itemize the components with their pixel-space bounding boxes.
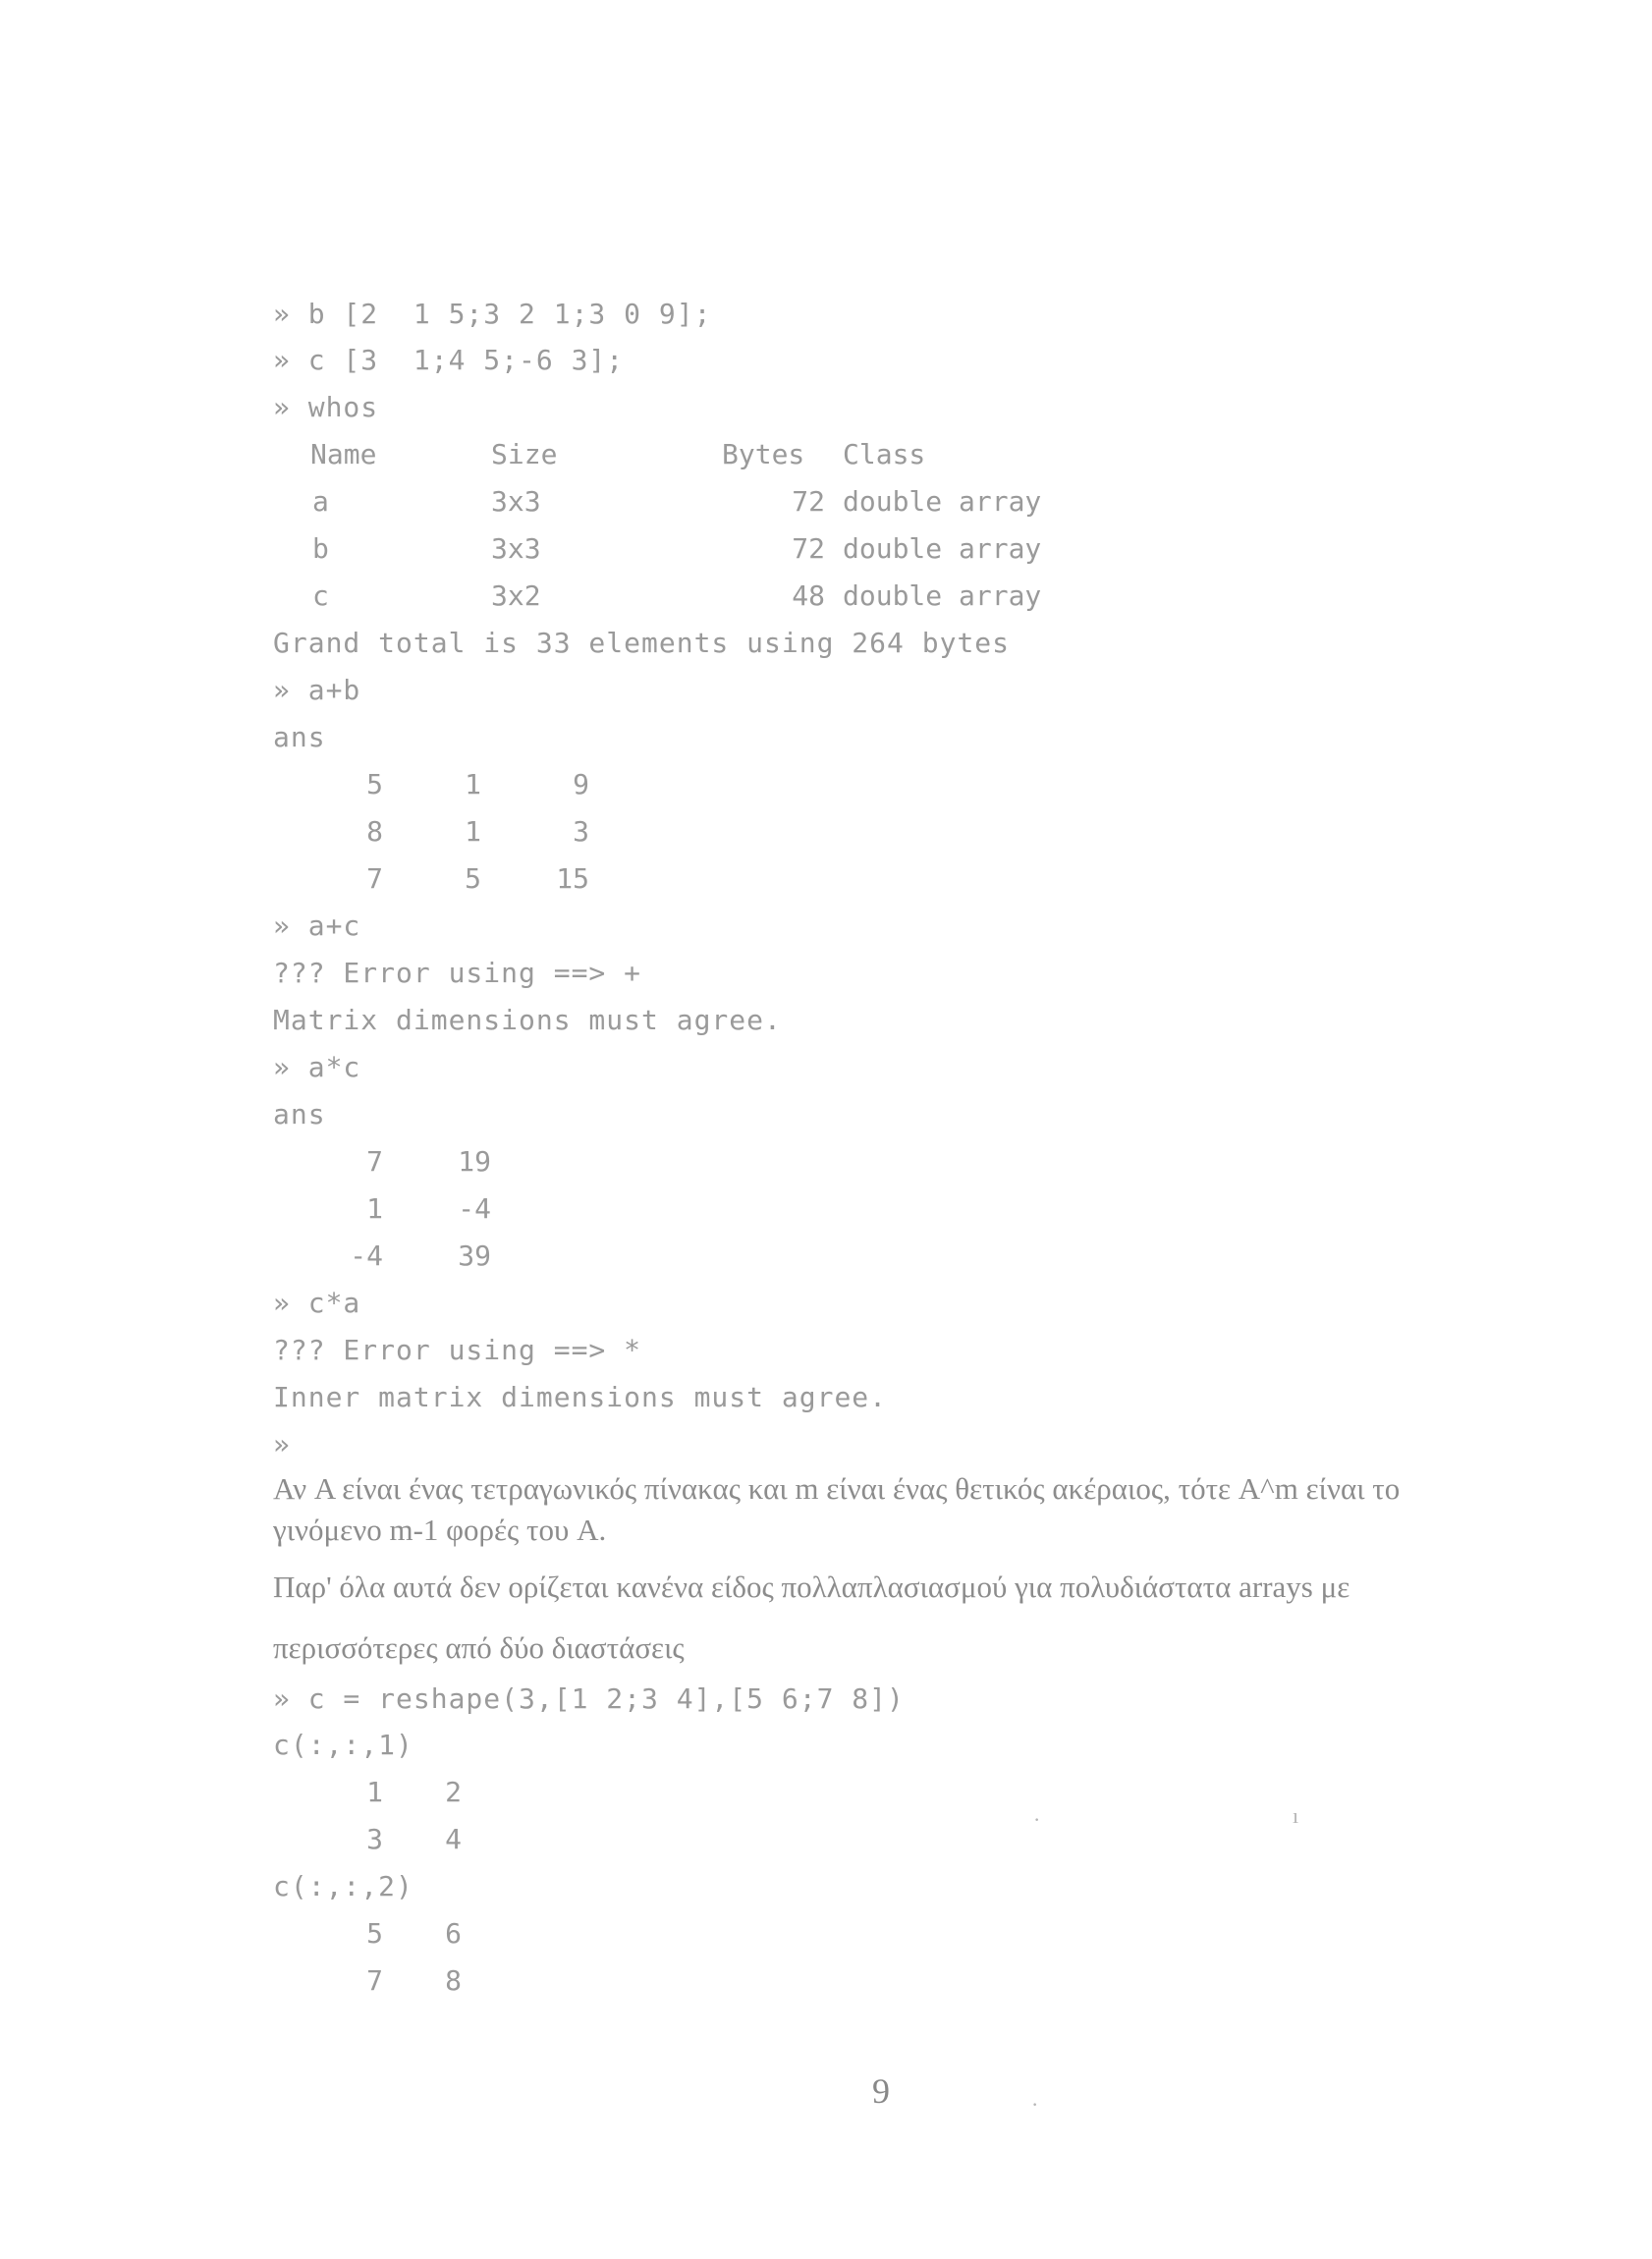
command-assign-c: » c [3 1;4 5;-6 3]; (273, 344, 625, 376)
matrix-cell: 4 (445, 1823, 462, 1855)
matrix-cell: 15 (556, 862, 589, 895)
matrix-cell: 5 (366, 768, 383, 800)
command-reshape: » c = reshape(3,[1 2;3 4],[5 6;7 8]) (273, 1682, 905, 1715)
scan-speck: · (1033, 1807, 1041, 1832)
matrix-cell: 7 (366, 862, 383, 895)
whos-row-size: 3x3 (491, 485, 541, 518)
error-message: Matrix dimensions must agree. (273, 1004, 782, 1036)
matrix-cell: 9 (573, 768, 589, 800)
matrix-cell: 2 (445, 1776, 462, 1808)
paragraph-multidim: Παρ' όλα αυτά δεν ορίζεται κανένα είδος πολλαπλασιασμού για πολυδιάστατα arrays με περισσότερες από δύο διαστάσεις (273, 1570, 1350, 1665)
whos-header-bytes: Bytes (722, 438, 805, 470)
page-number: 9 (872, 2071, 890, 2111)
error-line: ??? Error using ==> + (273, 957, 642, 989)
scan-speck: · (1031, 2092, 1039, 2117)
matrix-cell: 3 (573, 815, 589, 848)
paragraph-matrix-power: Αν A είναι ένας τετραγωνικός πίνακας και m είναι ένας θετικός ακέραιος, τότε A^m είναι το γινόμενο m-1 φορές του A. (273, 1471, 1401, 1547)
whos-row-class: double array (843, 532, 1042, 565)
matrix-cell: 8 (366, 815, 383, 848)
whos-row-bytes: 48 (792, 579, 825, 612)
matrix-cell: 3 (366, 1823, 383, 1855)
whos-header-class: Class (843, 438, 926, 470)
whos-row-size: 3x2 (491, 579, 541, 612)
matrix-cell: 1 (465, 768, 481, 800)
scan-speck: ı (1293, 1803, 1299, 1828)
slice-label: c(:,:,2) (273, 1870, 413, 1902)
command-whos: » whos (273, 391, 379, 423)
matrix-cell: 7 (366, 1964, 383, 1997)
ans-label: ans (273, 721, 326, 753)
whos-header-name: Name (310, 438, 377, 470)
whos-header-size: Size (491, 438, 558, 470)
grand-total-line: Grand total is 33 elements using 264 bytes (273, 627, 1011, 659)
matrix-cell: 1 (465, 815, 481, 848)
matrix-cell: -4 (350, 1240, 383, 1272)
error-message: Inner matrix dimensions must agree. (273, 1381, 888, 1413)
whos-row-class: double array (843, 485, 1042, 518)
error-line: ??? Error using ==> * (273, 1334, 642, 1366)
whos-row-bytes: 72 (792, 485, 825, 518)
whos-row-name: a (312, 485, 329, 518)
whos-row-name: b (312, 532, 329, 565)
command-prompt: » (273, 1428, 291, 1460)
matrix-cell: 19 (458, 1145, 491, 1178)
command-a-plus-b: » a+b (273, 674, 361, 706)
matrix-cell: 5 (465, 862, 481, 895)
whos-row-size: 3x3 (491, 532, 541, 565)
command-assign-b: » b [2 1 5;3 2 1;3 0 9]; (273, 298, 712, 330)
command-a-times-c: » a*c (273, 1051, 361, 1083)
matrix-cell: 7 (366, 1145, 383, 1178)
matrix-cell: -4 (458, 1192, 491, 1225)
command-c-times-a: » c*a (273, 1287, 361, 1319)
matrix-cell: 1 (366, 1776, 383, 1808)
matrix-cell: 6 (445, 1917, 462, 1950)
matrix-cell: 1 (366, 1192, 383, 1225)
slice-label: c(:,:,1) (273, 1729, 413, 1761)
whos-row-name: c (312, 579, 329, 612)
ans-label: ans (273, 1098, 326, 1130)
command-a-plus-c: » a+c (273, 909, 361, 942)
whos-row-class: double array (843, 579, 1042, 612)
matrix-cell: 8 (445, 1964, 462, 1997)
matrix-cell: 39 (458, 1240, 491, 1272)
whos-row-bytes: 72 (792, 532, 825, 565)
matrix-cell: 5 (366, 1917, 383, 1950)
